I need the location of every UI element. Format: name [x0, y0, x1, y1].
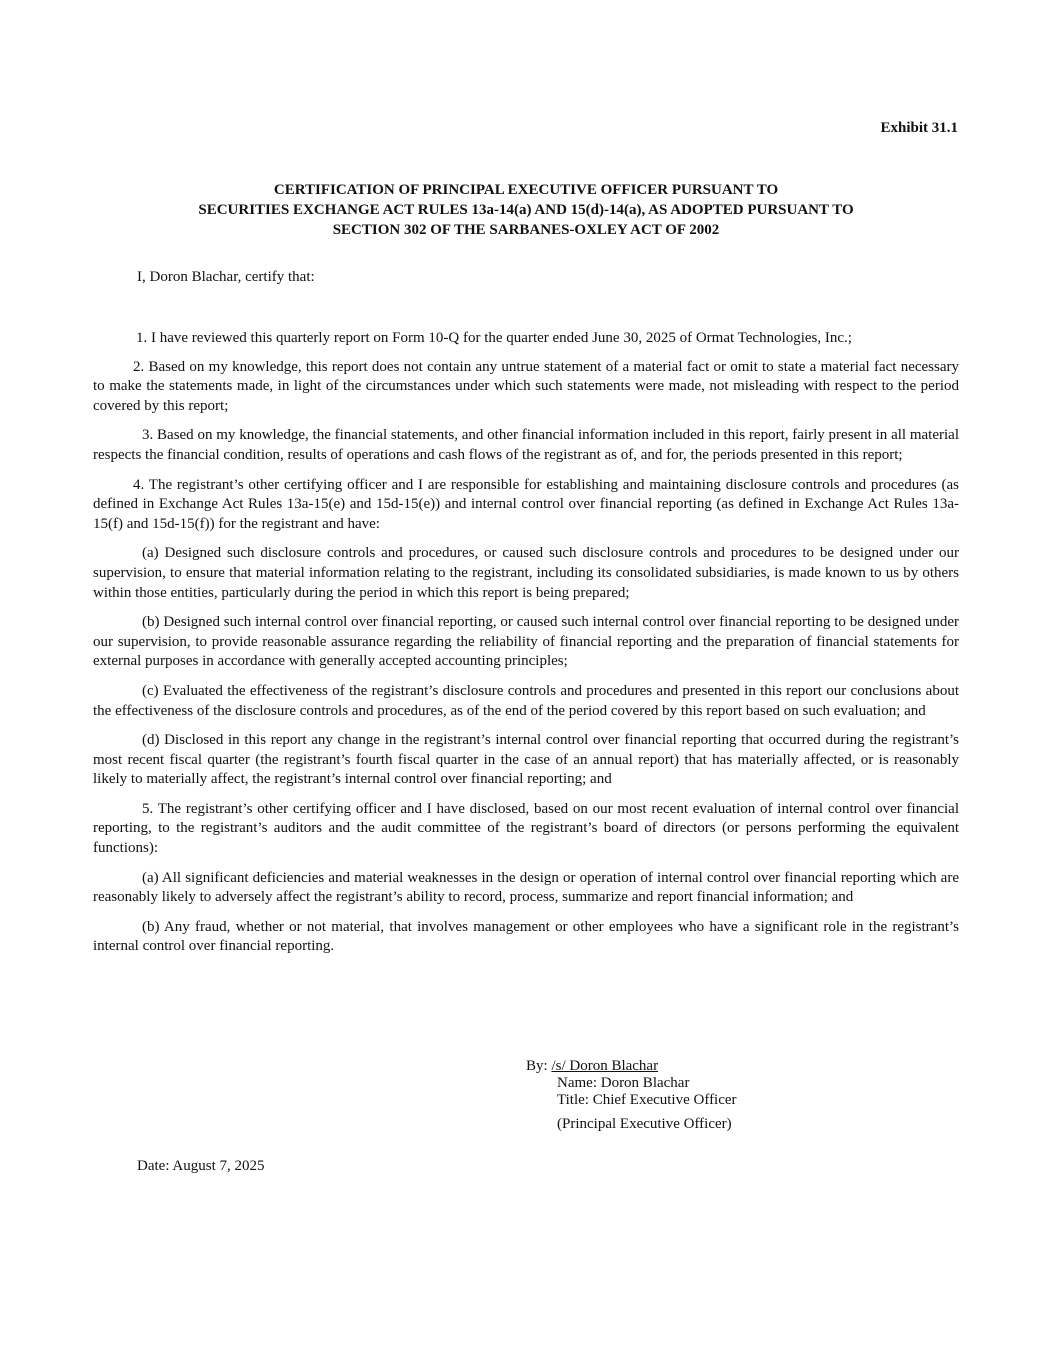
intro-statement: I, Doron Blachar, certify that: [137, 269, 315, 285]
paragraph-2: 2. Based on my knowledge, this report does not contain any untrue statement of a material fact or omit to state a material fact necessary to make the statements made, in light of the circumstances under which such statements were made, not misleading with respect to the period covered by this report; [93, 358, 959, 414]
exhibit-label: Exhibit 31.1 [880, 120, 958, 136]
signature-by-line [526, 1058, 737, 1075]
paragraph-4d: (d) Disclosed in this report any change in the registrant’s internal control over financial reporting that occurred during the registrant’s most recent fiscal quarter (the registrant’s fourth fiscal quarter in the case of an annual report) that has materially affected, or is reasonably likely to materially affect, the registrant’s internal control over financial reporting; and [93, 732, 959, 788]
signature-date: Date: August 7, 2025 [137, 1158, 265, 1174]
signer-title: Title: Chief Executive Officer [557, 1092, 737, 1108]
paragraph-1: 1. I have reviewed this quarterly report on Form 10-Q for the quarter ended June 30, 2025 of Ormat Technologies, Inc.; [136, 330, 852, 346]
paragraph-4a: (a) Designed such disclosure controls and procedures, or caused such disclosure controls and procedures to be designed under our supervision, to ensure that material information relating to the registrant, including its consolidated subsidiaries, is made known to us by others within those entities, particularly during the period in which this report is being prepared; [93, 545, 959, 601]
paragraph-5: 5. The registrant’s other certifying officer and I have disclosed, based on our most recent evaluation of internal control over financial reporting, to the registrant’s auditors and the audit committee of the registrant’s board of directors (or persons performing the equivalent functions): [93, 800, 959, 857]
paragraph-3: 3. Based on my knowledge, the financial statements, and other financial information included in this report, fairly present in all material respects the financial condition, results of operations and cash flows of the registrant as of, and for, the periods presented in this report; [93, 427, 959, 463]
title-line-2: SECURITIES EXCHANGE ACT RULES 13a-14(a) AND 15(d)-14(a), AS ADOPTED PURSUANT TO [198, 202, 854, 218]
by-label: By: [526, 1058, 548, 1074]
document-title [93, 180, 959, 240]
certification-body [93, 329, 959, 967]
paragraph-4: 4. The registrant’s other certifying officer and I are responsible for establishing and maintaining disclosure controls and procedures (as defined in Exchange Act Rules 13a-15(e) and 15d-15(e)) and internal control over financial reporting (as defined in Exchange Act Rules 13a-15(f) and 15d-15(f)) for the registrant and have: [93, 476, 959, 532]
signature-block [526, 1058, 737, 1133]
signer-role: (Principal Executive Officer) [557, 1116, 732, 1132]
signer-name: Name: Doron Blachar [557, 1075, 690, 1091]
paragraph-4b: (b) Designed such internal control over financial reporting, or caused such internal control over financial reporting to be designed under our supervision, to provide reasonable assurance regarding the reliability of financial reporting and the preparation of financial statements for external purposes in accordance with generally accepted accounting principles; [93, 614, 959, 670]
paragraph-5b: (b) Any fraud, whether or not material, that involves management or other employees who have a significant role in the registrant’s internal control over financial reporting. [93, 918, 959, 955]
signature-value: /s/ Doron Blachar [551, 1058, 659, 1074]
title-line-1: CERTIFICATION OF PRINCIPAL EXECUTIVE OFFICER PURSUANT TO [273, 182, 779, 198]
paragraph-5a: (a) All significant deficiencies and material weaknesses in the design or operation of internal control over financial reporting which are reasonably likely to adversely affect the registrant’s ability to record, process, summarize and report financial information; and [93, 869, 959, 906]
title-line-3: SECTION 302 OF THE SARBANES-OXLEY ACT OF 2002 [332, 222, 720, 238]
paragraph-4c: (c) Evaluated the effectiveness of the registrant’s disclosure controls and procedures and presented in this report our conclusions about the effectiveness of the disclosure controls and procedures, as of the end of the period covered by this report based on such evaluation; and [93, 682, 959, 719]
